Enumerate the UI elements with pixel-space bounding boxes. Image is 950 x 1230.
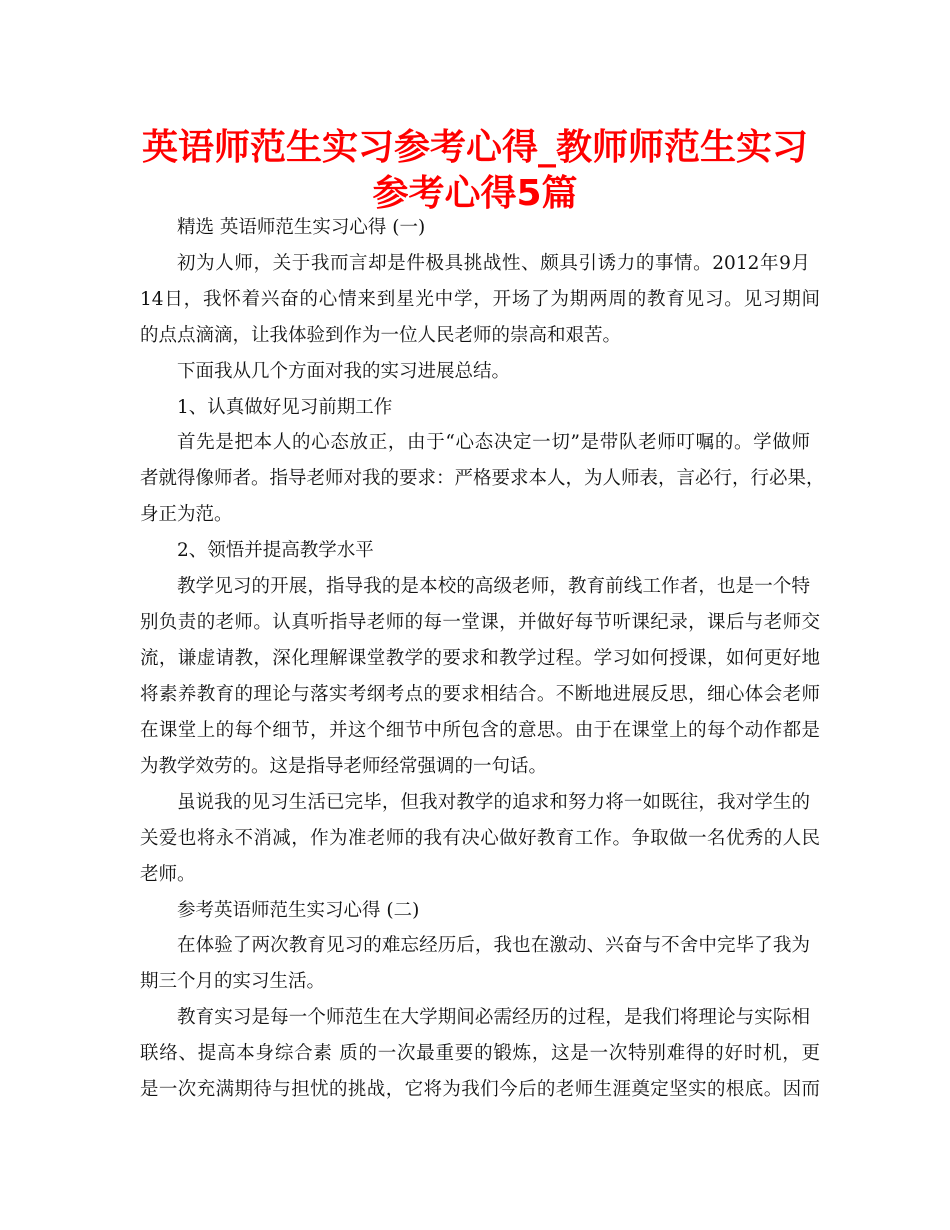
paragraph-line: 联络、提高本身综合素 质的一次最重要的锻炼，这是一次特别难得的好时机，更 bbox=[140, 1043, 820, 1064]
paragraph-line: 流，谦虚请教，深化理解课堂教学的要求和教学过程。学习如何授课，如何更好地 bbox=[140, 648, 820, 669]
paragraph-line: 期三个月的实习生活。 bbox=[140, 971, 326, 992]
subheading-2: 2、领悟并提高教学水平 bbox=[177, 540, 374, 561]
paragraph-line: 别负责的老师。认真听指导老师的每一堂课，并做好每节听课纪录，课后与老师交 bbox=[140, 612, 820, 633]
paragraph-line: 首先是把本人的心态放正，由于“心态决定一切”是带队老师叮嘱的。学做师 bbox=[177, 432, 810, 453]
paragraph-line: 虽说我的见习生活已完毕，但我对教学的追求和努力将一如既往，我对学生的 bbox=[177, 792, 810, 813]
document-title-line-2: 参考心得5篇 bbox=[372, 173, 578, 214]
paragraph-line: 关爱也将永不消减，作为准老师的我有决心做好教育工作。争取做一名优秀的人民 bbox=[140, 828, 820, 849]
paragraph-line: 的点点滴滴，让我体验到作为一位人民老师的崇高和艰苦。 bbox=[140, 325, 622, 346]
paragraph-line: 初为人师，关于我而言却是件极具挑战性、颇具引诱力的事情。2012年9月 bbox=[177, 253, 810, 274]
subheading-1: 1、认真做好见习前期工作 bbox=[177, 397, 393, 418]
paragraph-line: 者就得像师者。指导老师对我的要求：严格要求本人，为人师表，言必行，行必果， bbox=[140, 468, 825, 489]
paragraph-line: 教学见习的开展，指导我的是本校的高级老师，教育前线工作者，也是一个特 bbox=[177, 576, 810, 597]
paragraph-line: 14日，我怀着兴奋的心情来到星光中学，开场了为期两周的教育见习。见习期间 bbox=[140, 289, 820, 310]
paragraph-line: 为教学效劳的。这是指导老师经常强调的一句话。 bbox=[140, 756, 548, 777]
document-title-line-1: 英语师范生实习参考心得_教师师范生实习 bbox=[141, 127, 808, 168]
paragraph-line: 将素养教育的理论与落实考纲考点的要求相结合。不断地进展反思，细心体会老师 bbox=[140, 684, 820, 705]
paragraph-line: 是一次充满期待与担忧的挑战，它将为我们今后的老师生涯奠定坚实的根底。因而 bbox=[140, 1079, 820, 1100]
paragraph-line: 下面我从几个方面对我的实习进展总结。 bbox=[177, 361, 511, 382]
section-heading-2: 参考英语师范生实习心得 (二) bbox=[177, 900, 420, 921]
paragraph-line: 身正为范。 bbox=[140, 504, 233, 525]
paragraph-line: 老师。 bbox=[140, 864, 196, 885]
section-heading-1: 精选 英语师范生实习心得 (一) bbox=[177, 217, 426, 238]
paragraph-line: 在体验了两次教育见习的难忘经历后，我也在激动、兴奋与不舍中完毕了我为 bbox=[177, 935, 810, 956]
paragraph-line: 教育实习是每一个师范生在大学期间必需经历的过程，是我们将理论与实际相 bbox=[177, 1007, 810, 1028]
paragraph-line: 在课堂上的每个细节，并这个细节中所包含的意思。由于在课堂上的每个动作都是 bbox=[140, 720, 820, 741]
